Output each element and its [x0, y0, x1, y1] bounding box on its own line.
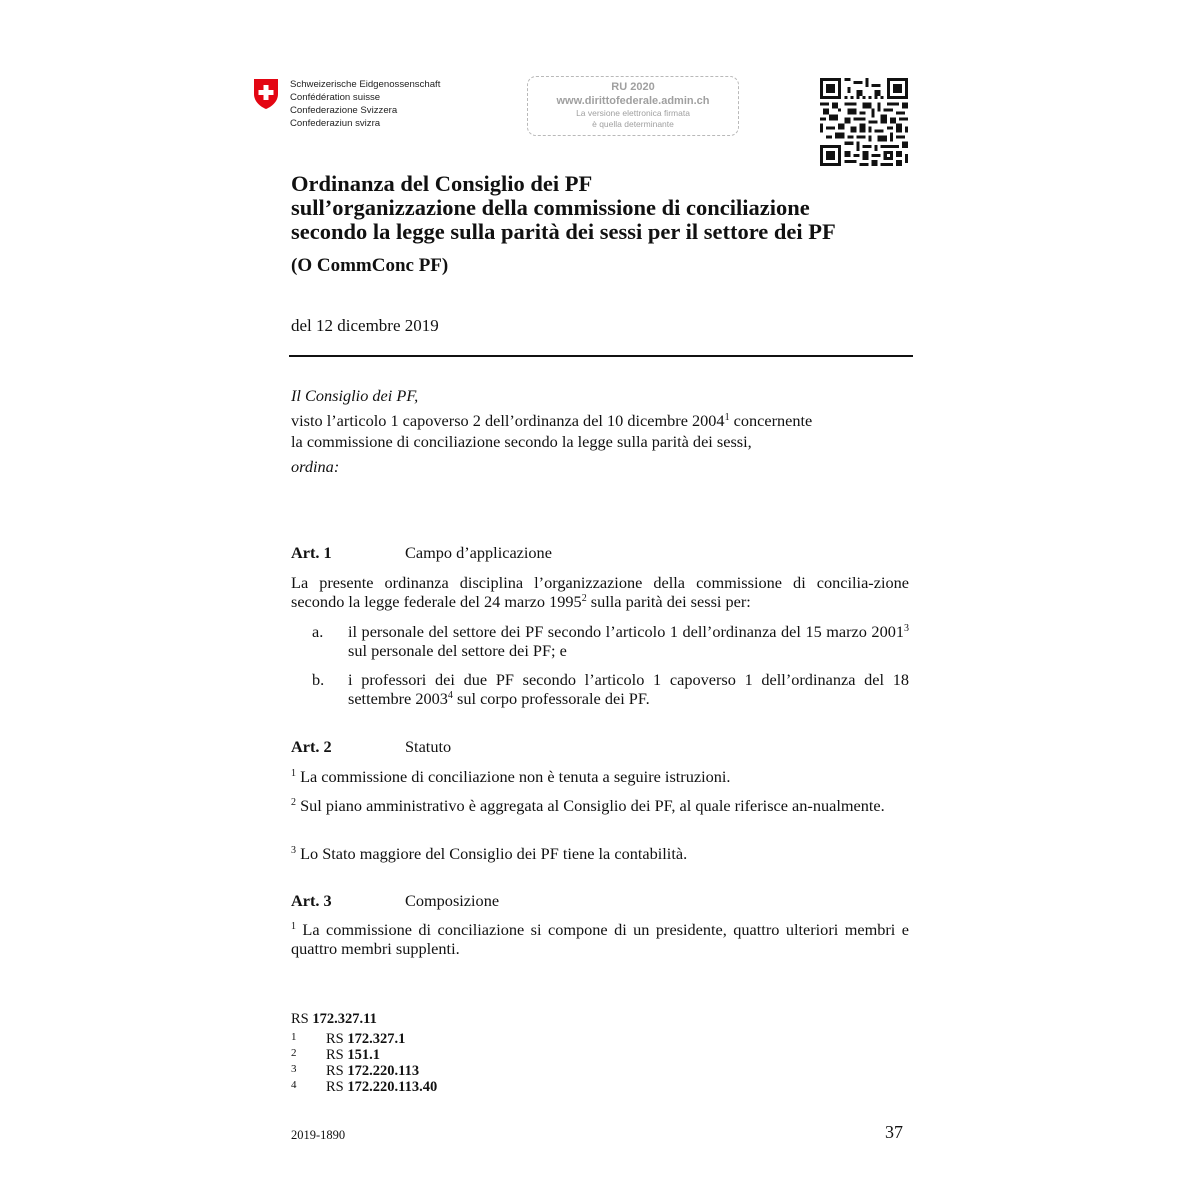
preamble-ordains: ordina: — [291, 457, 340, 476]
paragraph-number: 1 — [291, 921, 296, 932]
article-2-header — [291, 737, 451, 757]
item-text — [348, 622, 909, 660]
item-label: b. — [312, 670, 325, 689]
recital-text-a: visto l’articolo 1 capoverso 2 dell’ordinanza del 10 dicembre 2004 — [291, 411, 725, 430]
footnote-number: 1 — [291, 1031, 297, 1043]
article-3-header — [291, 891, 499, 911]
item-text-b: sul corpo professorale dei PF. — [452, 689, 650, 708]
footnote-prefix: RS — [326, 1063, 344, 1079]
confed-name-de: Schweizerische Eidgenossenschaft — [290, 79, 441, 90]
recital-text-b: concernente — [729, 411, 813, 430]
article-1-header — [291, 543, 552, 563]
recital-text-c: la commissione di conciliazione secondo la legge sulla parità dei sessi, — [291, 432, 752, 451]
title-divider — [289, 355, 913, 357]
article-number: Art. 1 — [291, 543, 332, 562]
rs-prefix: RS — [291, 1011, 309, 1027]
footnote-prefix: RS — [326, 1047, 344, 1063]
preamble — [291, 385, 911, 477]
stamp-note-2: è quella determinante — [592, 119, 674, 129]
preamble-recital — [291, 410, 911, 431]
swiss-coat-of-arms-logo — [252, 78, 280, 110]
stamp-website: www.dirittofederale.admin.ch — [556, 95, 710, 107]
footnote-text — [326, 1079, 437, 1095]
article-number: Art. 2 — [291, 737, 332, 756]
article-2-paragraph-2 — [291, 796, 909, 815]
official-publication-stamp — [527, 76, 739, 136]
footnote-ref: 2 — [581, 593, 587, 604]
paragraph-text: Lo Stato maggiore del Consiglio dei PF tiene la contabilità. — [296, 844, 688, 863]
article-number: Art. 3 — [291, 891, 332, 910]
footnote-ref: 172.220.113 — [347, 1063, 420, 1079]
item-label: a. — [312, 622, 324, 641]
footnote-ref: 1 — [724, 412, 730, 423]
footnote-prefix: RS — [326, 1031, 344, 1047]
article-3-paragraph-1 — [291, 920, 909, 958]
footnote-text — [326, 1063, 419, 1079]
confed-name-rm: Confederaziun svizra — [290, 118, 381, 129]
document-id: 2019-1890 — [291, 1128, 346, 1142]
page-number: 37 — [885, 1122, 903, 1142]
title-line-3: secondo la legge sulla parità dei sessi per il settore dei PF — [291, 219, 836, 244]
footnote-ref: 172.327.1 — [347, 1031, 406, 1047]
article-2-paragraph-1 — [291, 767, 909, 786]
footnote-text — [326, 1031, 405, 1047]
paragraph-text: Sul piano amministrativo è aggregata al Consiglio dei PF, al quale riferisce an-nualmente. — [296, 796, 885, 815]
footnote-prefix: RS — [326, 1079, 344, 1095]
title-abbreviation: (O CommConc PF) — [291, 255, 449, 276]
footnote-ref: 4 — [447, 690, 453, 701]
article-heading: Composizione — [405, 891, 500, 910]
rs-number: 172.327.11 — [312, 1011, 377, 1027]
stamp-note-1: La versione elettronica firmata — [576, 108, 690, 118]
stamp-collection: RU 2020 — [611, 81, 655, 93]
item-text-b: sul personale del settore dei PF; e — [348, 641, 567, 660]
qr-code-icon — [820, 78, 908, 166]
enactment-date: del 12 dicembre 2019 — [291, 316, 439, 335]
title-line-2: sull’organizzazione della commissione di conciliazione — [291, 195, 810, 220]
item-text-a: il personale del settore dei PF secondo l’articolo 1 dell’ordinanza del 15 marzo 2001 — [348, 622, 904, 641]
article-heading: Statuto — [405, 737, 452, 756]
paragraph-text: La commissione di conciliazione si compone di un presidente, quattro ulteriori membri e quattro membri supplenti. — [291, 920, 909, 958]
footnote-number: 3 — [291, 1063, 297, 1075]
document-title — [291, 172, 836, 244]
paragraph-number: 2 — [291, 797, 296, 808]
confed-name-it: Confederazione Svizzera — [290, 105, 398, 116]
paragraph-number: 1 — [291, 768, 296, 779]
confederation-names — [290, 78, 440, 130]
footnote-text — [326, 1047, 380, 1063]
footnote-ref: 3 — [904, 623, 909, 634]
article-heading: Campo d’applicazione — [405, 543, 552, 562]
item-text-a: i professori dei due PF secondo l’articolo 1 capoverso 1 dell’ordinanza del 18 settembre 2003 — [348, 670, 909, 708]
footnote-number: 2 — [291, 1047, 297, 1059]
preamble-authority: Il Consiglio dei PF, — [291, 386, 419, 405]
item-text — [348, 670, 909, 708]
article-1-intro — [291, 573, 909, 611]
paragraph-number: 3 — [291, 845, 296, 856]
title-line-1: Ordinanza del Consiglio dei PF — [291, 171, 593, 196]
footnote-ref: 151.1 — [347, 1047, 380, 1063]
paragraph-text: La commissione di conciliazione non è tenuta a seguire istruzioni. — [296, 767, 731, 786]
footnote-number: 4 — [291, 1079, 297, 1091]
confed-name-fr: Confédération suisse — [290, 92, 381, 103]
intro-text-a: La presente ordinanza disciplina l’organizzazione della commissione di concilia-zione secondo la legge federale del 24 marzo 1995 — [291, 573, 909, 611]
article-2-paragraph-3 — [291, 844, 909, 863]
systematic-collection-number — [291, 1011, 377, 1028]
intro-text-b: sulla parità dei sessi per: — [586, 592, 751, 611]
footnote-ref: 172.220.113.40 — [347, 1079, 438, 1095]
